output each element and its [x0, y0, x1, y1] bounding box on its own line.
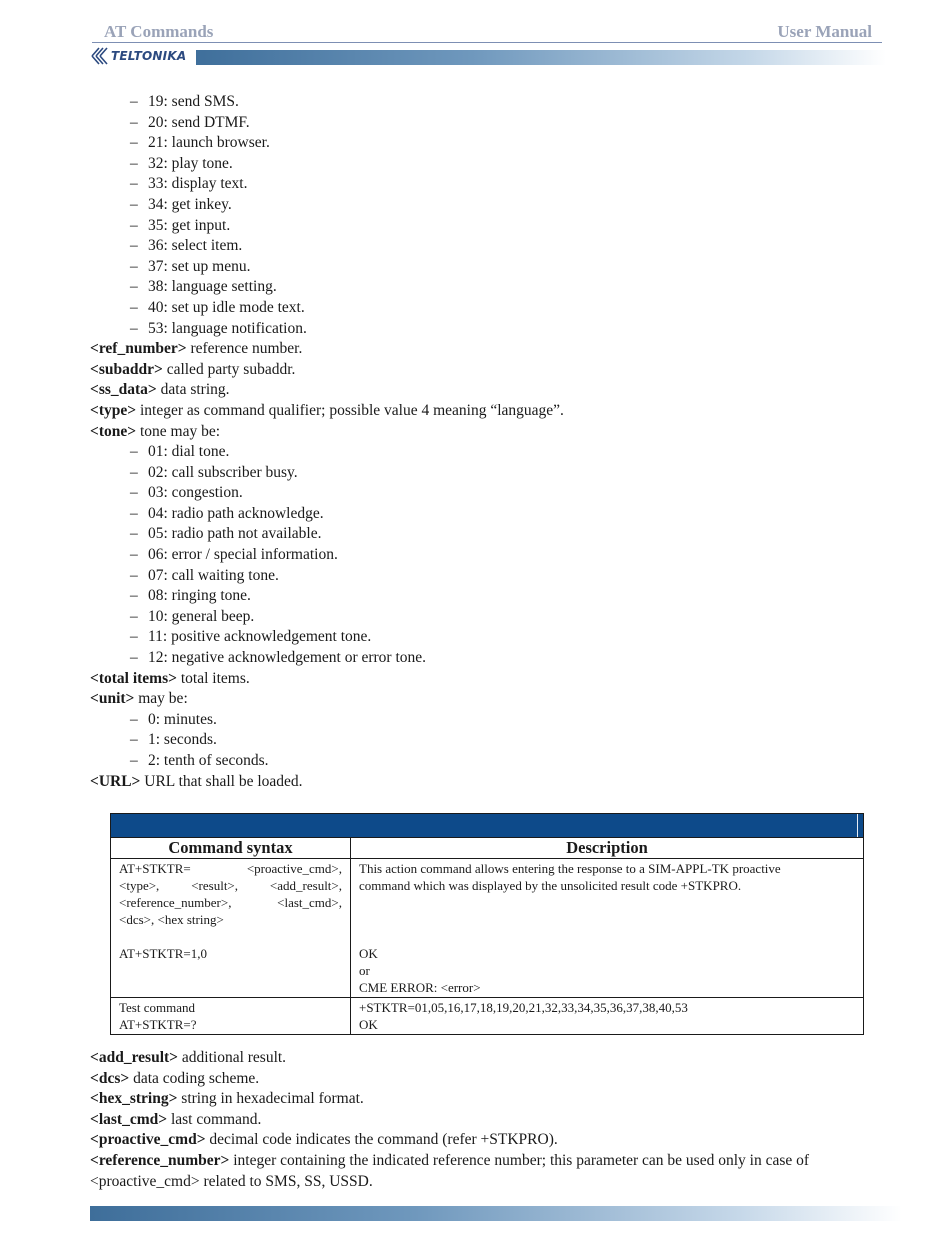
- syntax-cell: [111, 998, 351, 1034]
- list-item: [90, 524, 870, 545]
- list-dash: –: [130, 195, 138, 213]
- param-desc: tone may be:: [136, 422, 221, 440]
- list-dash: –: [130, 443, 138, 461]
- param-desc: reference number.: [186, 340, 303, 358]
- list-item: [90, 504, 870, 525]
- list-item-text: 35: get input.: [148, 216, 231, 234]
- param-term: <subaddr>: [90, 360, 163, 378]
- teltonika-logo: [90, 46, 195, 66]
- description-line: +STKTR=01,05,16,17,18,19,20,21,32,33,34,35,36,37,38,40,53: [359, 1000, 688, 1015]
- param-definition: [90, 1089, 870, 1110]
- list-item-text: 19: send SMS.: [148, 93, 239, 110]
- param-term: <tone>: [90, 422, 137, 440]
- param-term: <type>: [90, 401, 137, 419]
- list-item-text: 33: display text.: [148, 175, 248, 193]
- syntax-line: Test command: [119, 1000, 195, 1015]
- list-dash: –: [130, 463, 138, 481]
- param-term: <URL>: [90, 772, 141, 790]
- list-dash: –: [130, 298, 138, 316]
- syntax-line: <type>, <result>, <add_result>,: [119, 878, 342, 893]
- param-desc: integer as command qualifier; possible value 4 meaning “language”.: [136, 401, 564, 419]
- list-dash: –: [130, 566, 138, 584]
- list-item: [90, 586, 870, 607]
- list-dash: –: [130, 278, 138, 296]
- list-dash: –: [130, 257, 138, 275]
- list-item: [90, 257, 870, 278]
- parameter-definitions-b: [90, 669, 870, 710]
- param-definition: [90, 380, 870, 401]
- list-dash: –: [130, 216, 138, 234]
- list-dash: –: [130, 731, 138, 749]
- param-definition: [90, 1151, 870, 1192]
- list-item-text: 1: seconds.: [148, 731, 217, 749]
- list-item-text: 38: language setting.: [148, 278, 277, 296]
- header-rule: [92, 42, 882, 43]
- description-cell: [351, 998, 863, 1034]
- syntax-cell: [111, 859, 351, 997]
- unit-list: [90, 710, 870, 772]
- list-item: [90, 648, 870, 669]
- list-dash: –: [130, 649, 138, 667]
- list-item-text: 36: select item.: [148, 237, 243, 255]
- list-item-text: 34: get inkey.: [148, 195, 232, 213]
- list-item-text: 40: set up idle mode text.: [148, 298, 305, 316]
- list-item: [90, 710, 870, 731]
- list-dash: –: [130, 175, 138, 193]
- list-item-text: 53: language notification.: [148, 319, 307, 337]
- syntax-line: AT+STKTR= <proactive_cmd>,: [119, 861, 342, 876]
- description-line: OK: [359, 1017, 378, 1032]
- list-dash: –: [130, 628, 138, 646]
- param-desc: total items.: [176, 669, 250, 687]
- list-dash: –: [130, 93, 138, 110]
- list-item: [90, 216, 870, 237]
- response-line: OK: [359, 946, 378, 961]
- list-item: [90, 545, 870, 566]
- list-item: [90, 277, 870, 298]
- param-term: <proactive_cmd>: [90, 1131, 206, 1149]
- parameter-definitions-a: [90, 339, 870, 442]
- param-desc: data string.: [156, 381, 230, 399]
- list-item-text: 08: ringing tone.: [148, 587, 251, 605]
- param-desc: decimal code indicates the command (refer +STKPRO).: [205, 1131, 558, 1149]
- response-line: or: [359, 963, 370, 978]
- param-definition: [90, 689, 870, 710]
- list-item-text: 20: send DTMF.: [148, 113, 250, 131]
- list-dash: –: [130, 484, 138, 502]
- param-definition: [90, 1069, 870, 1090]
- list-dash: –: [130, 546, 138, 564]
- param-term: <add_result>: [90, 1049, 179, 1066]
- param-definition: [90, 422, 870, 443]
- list-dash: –: [130, 113, 138, 131]
- list-item-text: 21: launch browser.: [148, 134, 270, 152]
- param-desc: URL that shall be loaded.: [140, 772, 303, 790]
- list-dash: –: [130, 710, 138, 728]
- param-term: <unit>: [90, 690, 135, 708]
- list-item-text: 32: play tone.: [148, 154, 233, 172]
- list-item-text: 06: error / special information.: [148, 546, 338, 564]
- list-dash: –: [130, 154, 138, 172]
- list-item-text: 11: positive acknowledgement tone.: [148, 628, 372, 646]
- param-desc: additional result.: [178, 1049, 287, 1066]
- param-term: <total items>: [90, 669, 177, 687]
- parameter-list-top: [90, 92, 870, 792]
- response-line: CME ERROR: <error>: [359, 980, 481, 995]
- list-item-text: 04: radio path acknowledge.: [148, 504, 324, 522]
- teltonika-logo-mark-icon: [90, 47, 110, 65]
- param-url: [90, 772, 870, 793]
- param-term: <reference_number>: [90, 1151, 230, 1169]
- list-dash: –: [130, 134, 138, 152]
- param-definition: [90, 339, 870, 360]
- param-definition: [90, 669, 870, 690]
- list-item: [90, 195, 870, 216]
- list-item: [90, 298, 870, 319]
- header-gradient-bar: [196, 50, 886, 65]
- list-item: [90, 463, 870, 484]
- list-item: [90, 113, 870, 134]
- proactive-command-list: [90, 92, 870, 339]
- list-item: [90, 730, 870, 751]
- param-definition: [90, 360, 870, 381]
- list-item-text: 01: dial tone.: [148, 443, 230, 461]
- list-dash: –: [130, 525, 138, 543]
- list-dash: –: [130, 237, 138, 255]
- list-item: [90, 174, 870, 195]
- param-definition: [90, 1130, 870, 1151]
- syntax-line: <reference_number>, <last_cmd>,: [119, 895, 342, 910]
- list-item: [90, 319, 870, 340]
- header-title-right: User Manual: [777, 22, 872, 41]
- param-term: <dcs>: [90, 1069, 130, 1087]
- param-term: <last_cmd>: [90, 1110, 168, 1128]
- param-desc: may be:: [134, 690, 188, 708]
- command-table: [110, 813, 864, 1035]
- list-item: [90, 236, 870, 257]
- list-item: [90, 154, 870, 175]
- list-item-text: 02: call subscriber busy.: [148, 463, 298, 481]
- param-definition: [90, 1048, 870, 1069]
- syntax-line: <dcs>, <hex string>: [119, 912, 224, 927]
- param-term: <ss_data>: [90, 381, 157, 399]
- list-item-text: 2: tenth of seconds.: [148, 752, 269, 769]
- table-header-row: [111, 838, 863, 859]
- tone-list: [90, 442, 870, 669]
- list-dash: –: [130, 504, 138, 522]
- col-header-command-syntax: Command syntax: [111, 838, 351, 858]
- footer-gradient-bar: [90, 1206, 902, 1221]
- param-definition: [90, 401, 870, 422]
- description-line: command which was displayed by the unsolicited result code +STKPRO.: [359, 878, 742, 893]
- table-title-bar: [111, 814, 863, 838]
- list-item-text: 12: negative acknowledgement or error tone.: [148, 649, 427, 667]
- list-item: [90, 442, 870, 463]
- list-item-text: 37: set up menu.: [148, 257, 251, 275]
- table-row: [111, 859, 863, 998]
- table-row: [111, 998, 863, 1034]
- list-dash: –: [130, 587, 138, 605]
- list-dash: –: [130, 319, 138, 337]
- param-term: <ref_number>: [90, 340, 187, 358]
- list-item-text: 03: congestion.: [148, 484, 243, 502]
- description-line: This action command allows entering the response to a SIM-APPL-TK proactive: [359, 861, 781, 876]
- col-header-description: Description: [566, 838, 648, 857]
- syntax-example: AT+STKTR=1,0: [119, 946, 207, 961]
- list-item: [90, 627, 870, 648]
- list-item: [90, 133, 870, 154]
- list-item: [90, 483, 870, 504]
- param-desc: string in hexadecimal format.: [177, 1090, 364, 1108]
- syntax-line: AT+STKTR=?: [119, 1017, 197, 1032]
- param-desc: called party subaddr.: [162, 360, 296, 378]
- param-definition: [90, 1110, 870, 1131]
- param-desc: last command.: [167, 1110, 262, 1128]
- parameter-definitions-c: [90, 1048, 870, 1192]
- logo-text: TELTONIKA: [111, 49, 187, 63]
- list-item-text: 0: minutes.: [148, 710, 217, 728]
- list-item: [90, 92, 870, 113]
- header-title-left: AT Commands: [104, 22, 214, 41]
- list-item-text: 07: call waiting tone.: [148, 566, 279, 584]
- description-cell: [351, 859, 863, 997]
- list-dash: –: [130, 752, 138, 769]
- param-desc: data coding scheme.: [129, 1069, 260, 1087]
- list-item-text: 05: radio path not available.: [148, 525, 322, 543]
- list-item: [90, 751, 870, 772]
- param-term: <hex_string>: [90, 1090, 178, 1108]
- list-item: [90, 566, 870, 587]
- param-desc: integer containing the indicated reference number; this parameter can be used only in case of <proactive_cmd> related to SMS, SS, USSD.: [90, 1151, 810, 1190]
- list-item-text: 10: general beep.: [148, 607, 255, 625]
- list-dash: –: [130, 607, 138, 625]
- list-item: [90, 607, 870, 628]
